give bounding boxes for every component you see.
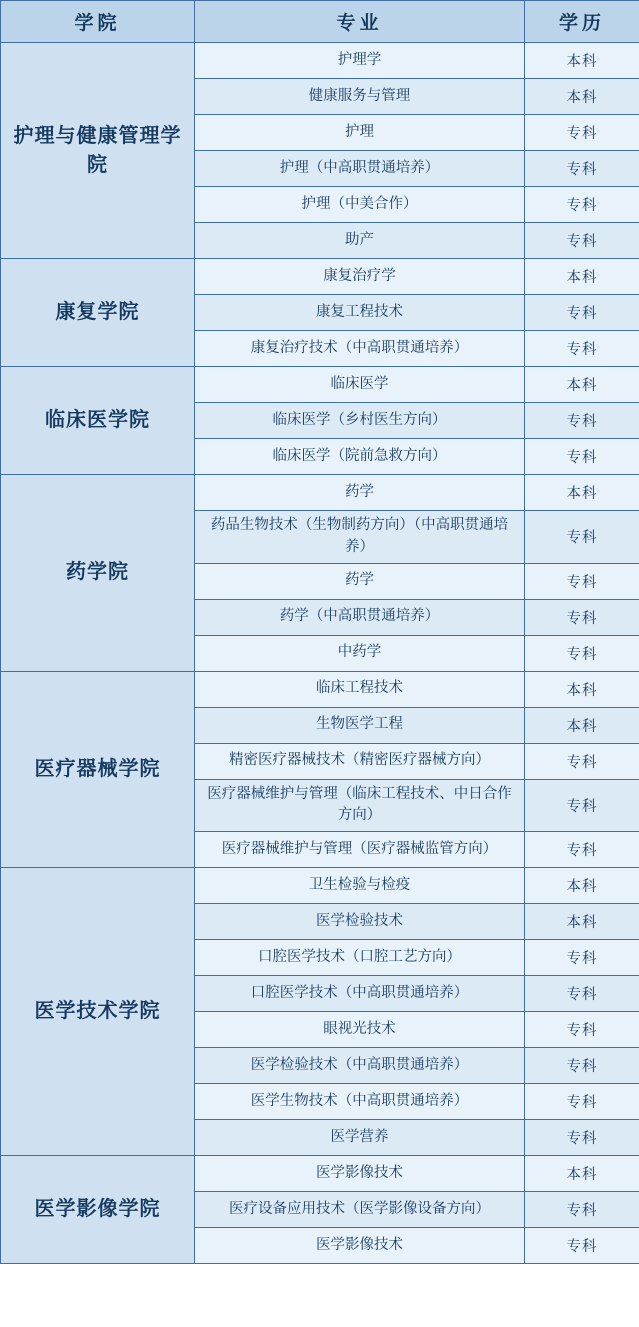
major-cell: 护理学 — [195, 43, 525, 79]
major-cell: 健康服务与管理 — [195, 79, 525, 115]
degree-cell: 本科 — [525, 1156, 639, 1192]
college-cell: 药学院 — [1, 475, 195, 672]
degree-cell: 专科 — [525, 1048, 639, 1084]
major-cell: 口腔医学技术（中高职贯通培养） — [195, 976, 525, 1012]
degree-cell: 专科 — [525, 223, 639, 259]
major-cell: 生物医学工程 — [195, 707, 525, 743]
table-row — [1, 259, 639, 295]
table-row — [1, 868, 639, 904]
major-cell: 口腔医学技术（口腔工艺方向） — [195, 940, 525, 976]
major-cell: 药学（中高职贯通培养） — [195, 599, 525, 635]
major-cell: 医学生物技术（中高职贯通培养） — [195, 1084, 525, 1120]
degree-cell: 本科 — [525, 707, 639, 743]
major-cell: 医学营养 — [195, 1120, 525, 1156]
major-cell: 医疗设备应用技术（医学影像设备方向） — [195, 1192, 525, 1228]
major-cell: 医疗器械维护与管理（临床工程技术、中日合作方向） — [195, 779, 525, 832]
major-cell: 康复治疗技术（中高职贯通培养） — [195, 331, 525, 367]
college-cell: 医疗器械学院 — [1, 671, 195, 868]
column-header-major: 专业 — [195, 1, 525, 43]
major-cell: 医疗器械维护与管理（医疗器械监管方向） — [195, 832, 525, 868]
major-cell: 医学影像技术 — [195, 1228, 525, 1264]
major-cell: 卫生检验与检疫 — [195, 868, 525, 904]
degree-cell: 专科 — [525, 439, 639, 475]
major-cell: 医学检验技术（中高职贯通培养） — [195, 1048, 525, 1084]
degree-cell: 专科 — [525, 976, 639, 1012]
table-row — [1, 43, 639, 79]
major-cell: 临床工程技术 — [195, 671, 525, 707]
degree-cell: 专科 — [525, 1192, 639, 1228]
column-header-college: 学院 — [1, 1, 195, 43]
degree-cell: 专科 — [525, 511, 639, 564]
table-row — [1, 671, 639, 707]
major-cell: 康复工程技术 — [195, 295, 525, 331]
major-cell: 临床医学（院前急救方向） — [195, 439, 525, 475]
degree-cell: 专科 — [525, 779, 639, 832]
major-cell: 护理 — [195, 115, 525, 151]
degree-cell: 专科 — [525, 151, 639, 187]
degree-cell: 专科 — [525, 940, 639, 976]
major-cell: 药品生物技术（生物制药方向）（中高职贯通培养） — [195, 511, 525, 564]
degree-cell: 专科 — [525, 635, 639, 671]
major-cell: 助产 — [195, 223, 525, 259]
degree-cell: 专科 — [525, 403, 639, 439]
major-cell: 中药学 — [195, 635, 525, 671]
degree-cell: 专科 — [525, 295, 639, 331]
major-cell: 药学 — [195, 563, 525, 599]
major-cell: 护理（中美合作） — [195, 187, 525, 223]
degree-cell: 本科 — [525, 671, 639, 707]
table-body — [1, 43, 639, 1264]
degree-cell: 本科 — [525, 475, 639, 511]
degree-cell: 专科 — [525, 115, 639, 151]
college-cell: 医学影像学院 — [1, 1156, 195, 1264]
major-cell: 临床医学（乡村医生方向） — [195, 403, 525, 439]
degree-cell: 本科 — [525, 79, 639, 115]
college-cell: 医学技术学院 — [1, 868, 195, 1156]
degree-cell: 本科 — [525, 367, 639, 403]
degree-cell: 本科 — [525, 43, 639, 79]
degree-cell: 本科 — [525, 868, 639, 904]
degree-cell: 专科 — [525, 1228, 639, 1264]
major-cell: 医学影像技术 — [195, 1156, 525, 1192]
college-cell: 康复学院 — [1, 259, 195, 367]
table-row — [1, 1156, 639, 1192]
degree-cell: 专科 — [525, 331, 639, 367]
table-header — [1, 1, 639, 43]
degree-cell: 专科 — [525, 832, 639, 868]
major-cell: 药学 — [195, 475, 525, 511]
degree-cell: 专科 — [525, 599, 639, 635]
degree-cell: 专科 — [525, 1084, 639, 1120]
degree-cell: 专科 — [525, 743, 639, 779]
major-cell: 精密医疗器械技术（精密医疗器械方向） — [195, 743, 525, 779]
degree-cell: 专科 — [525, 1120, 639, 1156]
major-cell: 康复治疗学 — [195, 259, 525, 295]
degree-cell: 专科 — [525, 1012, 639, 1048]
degree-cell: 专科 — [525, 187, 639, 223]
degree-cell: 专科 — [525, 563, 639, 599]
major-cell: 临床医学 — [195, 367, 525, 403]
college-cell: 临床医学院 — [1, 367, 195, 475]
degree-cell: 本科 — [525, 259, 639, 295]
major-cell: 眼视光技术 — [195, 1012, 525, 1048]
table-row — [1, 475, 639, 511]
column-header-degree: 学历 — [525, 1, 639, 43]
table-header-row — [1, 1, 639, 43]
major-cell: 护理（中高职贯通培养） — [195, 151, 525, 187]
college-cell: 护理与健康管理学院 — [1, 43, 195, 259]
table-row — [1, 367, 639, 403]
degree-cell: 本科 — [525, 904, 639, 940]
major-cell: 医学检验技术 — [195, 904, 525, 940]
